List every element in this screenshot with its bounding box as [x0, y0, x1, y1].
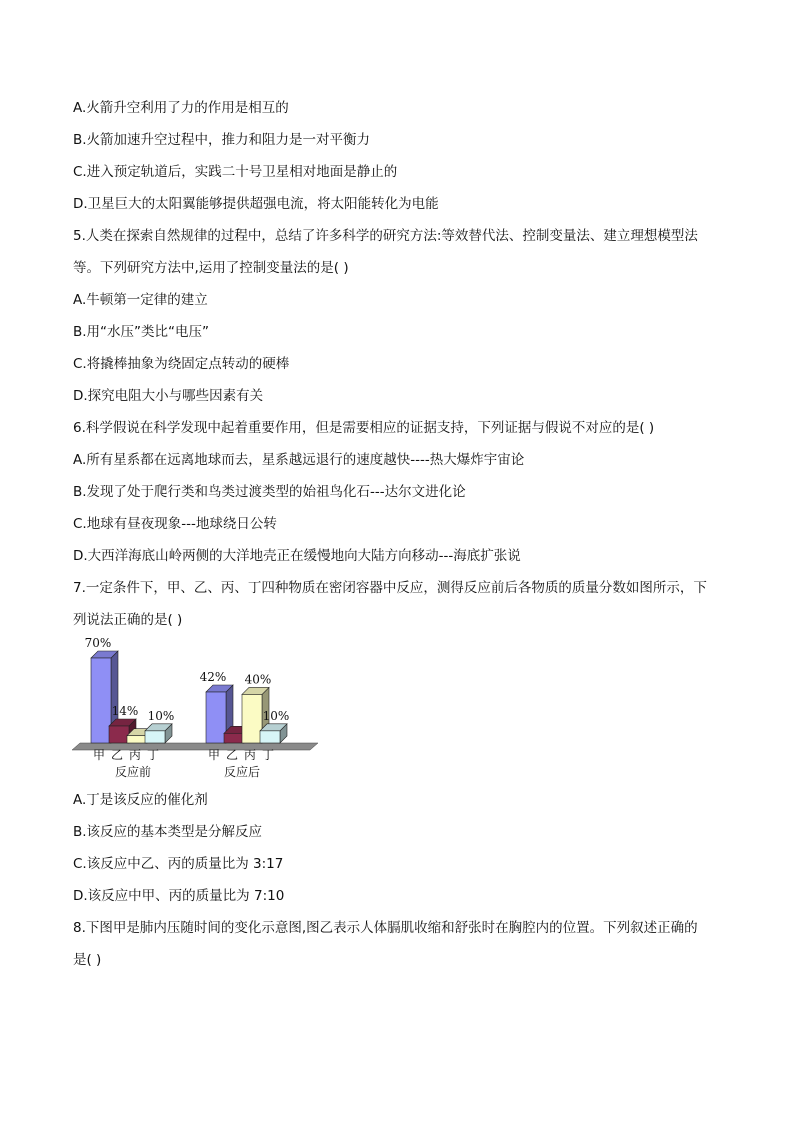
chart-floor	[72, 743, 318, 750]
bar-after-ding	[260, 724, 287, 743]
category-label-ding: 丁	[261, 748, 275, 762]
text-line: D.该反应中甲、丙的质量比为 7:10	[73, 888, 285, 904]
data-label: 14%	[111, 704, 139, 718]
category-label-jia: 甲	[92, 748, 106, 762]
category-label-ding: 丁	[146, 748, 160, 762]
bar-before-ding	[145, 724, 172, 743]
text-line: A.牛顿第一定律的建立	[73, 292, 208, 308]
category-label-bing: 丙	[243, 748, 257, 762]
category-label-bing: 丙	[128, 748, 142, 762]
group-label-after: 反应后	[223, 765, 261, 779]
data-label: 40%	[244, 672, 272, 687]
data-label: 10%	[147, 708, 175, 723]
text-line: A.丁是该反应的催化剂	[73, 792, 208, 808]
text-line: A.火箭升空利用了力的作用是相互的	[73, 100, 289, 116]
text-line: D.卫星巨大的太阳翼能够提供超强电流，将太阳能转化为电能	[73, 196, 439, 212]
data-label: 42%	[199, 670, 227, 684]
text-line: 是( )	[73, 952, 102, 968]
text-line: D.大西洋海底山岭两侧的大洋地壳正在缓慢地向大陆方向移动---海底扩张说	[73, 548, 521, 564]
text-line: A.所有星系都在远离地球而去，星系越远退行的速度越快----热大爆炸宇宙论	[73, 452, 525, 468]
text-line: C.进入预定轨道后，实践二十号卫星相对地面是静止的	[73, 164, 398, 180]
text-line: 5.人类在探索自然规律的过程中，总结了许多科学的研究方法:等效替代法、控制变量法、建立理想模型法	[73, 228, 698, 244]
text-line: 等。下列研究方法中,运用了控制变量法的是( )	[73, 260, 349, 276]
category-label-yi: 乙	[225, 748, 239, 762]
text-line: C.地球有昼夜现象---地球绕日公转	[73, 516, 277, 532]
text-line: B.该反应的基本类型是分解反应	[73, 824, 263, 840]
text-line: 7.一定条件下，甲、乙、丙、丁四种物质在密闭容器中反应，测得反应前后各物质的质量分数如图所示，下	[73, 580, 707, 596]
text-line: 列说法正确的是( )	[73, 612, 183, 628]
text-line: C.该反应中乙、丙的质量比为 3:17	[73, 856, 284, 872]
text-line: 6.科学假说在科学发现中起着重要作用，但是需要相应的证据支持，下列证据与假说不对应的是( )	[73, 420, 655, 436]
text-line: B.发现了处于爬行类和鸟类过渡类型的始祖鸟化石---达尔文进化论	[73, 484, 466, 500]
text-line: D.探究电阻大小与哪些因素有关	[73, 388, 264, 404]
category-label-yi: 乙	[110, 748, 124, 762]
text-line: C.将撬棒抽象为绕固定点转动的硬棒	[73, 356, 290, 372]
mass-fraction-bar-chart	[68, 638, 328, 788]
text-line: 8.下图甲是肺内压随时间的变化示意图,图乙表示人体膈肌收缩和舒张时在胸腔内的位置。下列叙述正确的	[73, 920, 698, 936]
data-label: 70%	[84, 638, 112, 650]
text-line: B.火箭加速升空过程中，推力和阻力是一对平衡力	[73, 132, 371, 148]
group-label-before: 反应前	[114, 765, 152, 779]
data-label: 10%	[262, 708, 290, 723]
category-label-jia: 甲	[207, 748, 221, 762]
text-line: B.用“水压”类比“电压”	[73, 324, 210, 340]
